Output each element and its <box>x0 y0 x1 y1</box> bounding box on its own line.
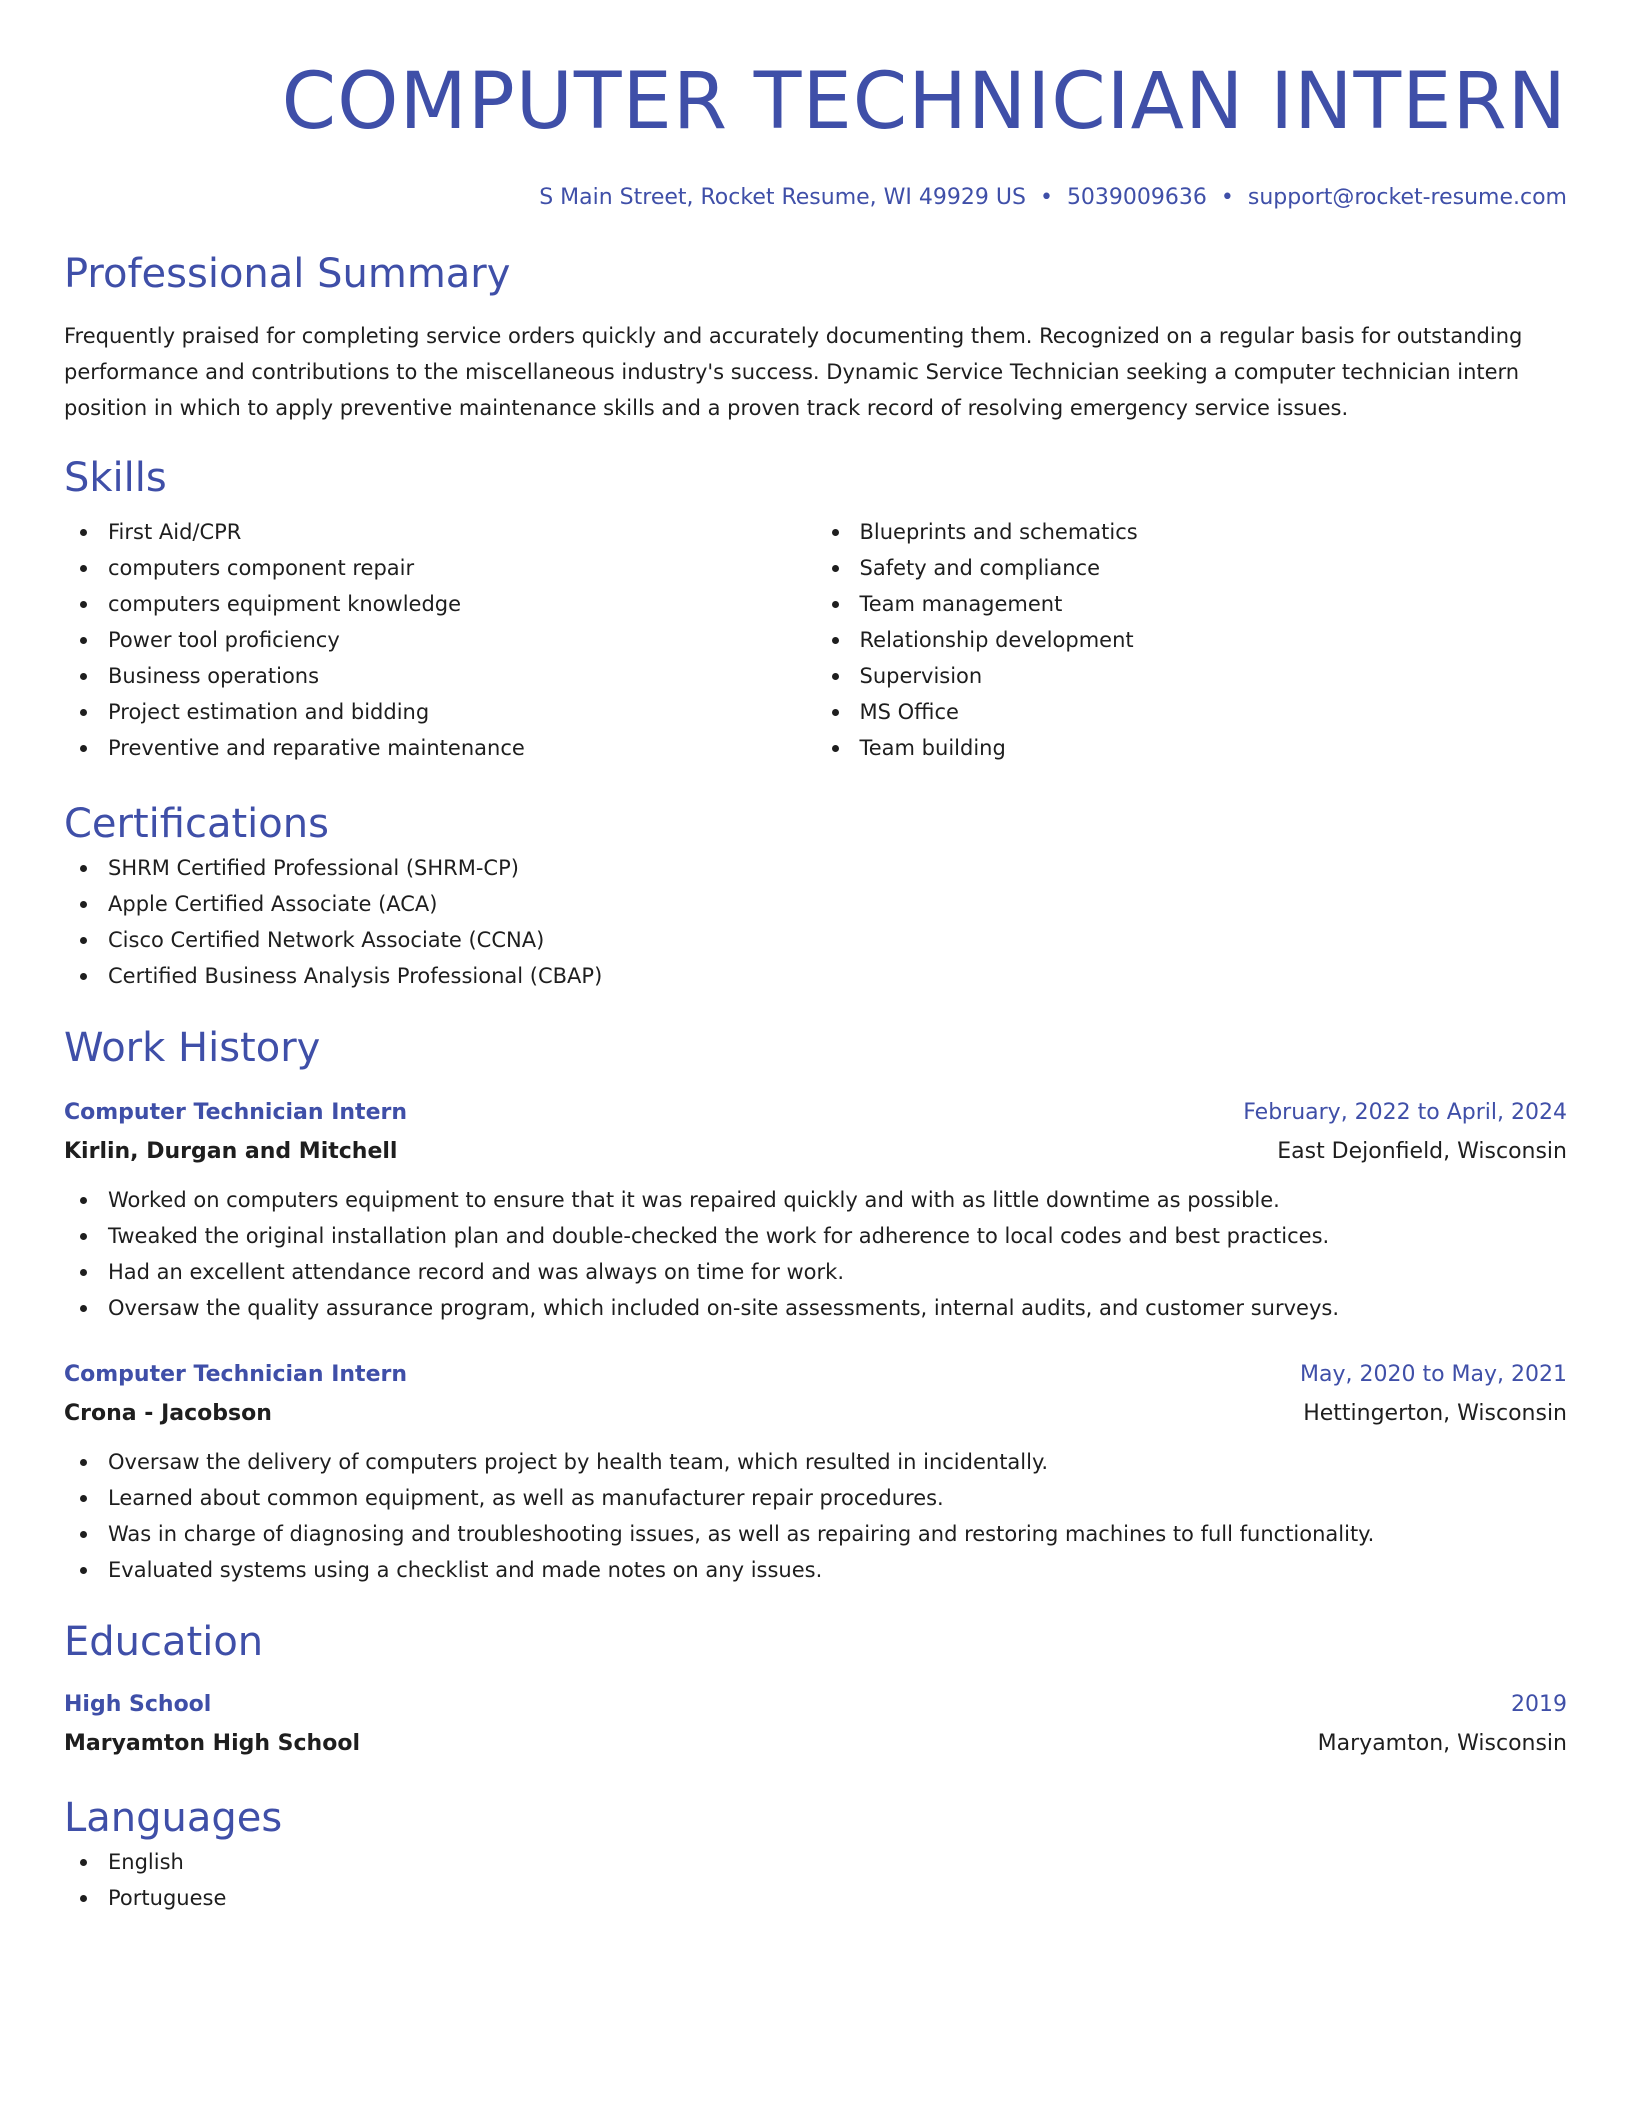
skill-item: MS Office <box>816 694 1568 730</box>
contact-line <box>64 182 1567 214</box>
skill-item: Team management <box>816 586 1568 622</box>
education-heading: Education <box>64 1619 264 1665</box>
school-name: Maryamton High School <box>64 1731 360 1756</box>
certification-item: Cisco Certified Network Associate (CCNA) <box>64 922 1567 958</box>
contact-separator: • <box>1039 185 1053 210</box>
work-history-heading: Work History <box>64 1025 321 1071</box>
job-bullet: Learned about common equipment, as well as manufacturer repair procedures. <box>64 1480 1567 1516</box>
language-item: English <box>64 1844 1567 1880</box>
summary-text: Frequently praised for completing service orders quickly and accurately documenting them. Recognized on a regular basis for outstanding performance and contributions to the miscellaneous industry's success. Dynamic Service Technician seeking a computer technician intern position in which to apply preventive maintenance skills and a proven track record of resolving emergency service issues. <box>64 324 1523 420</box>
job-bullet: Was in charge of diagnosing and troubleshooting issues, as well as repairing and restoring machines to full functionality. <box>64 1516 1567 1552</box>
job-title-row <box>64 1356 1567 1394</box>
languages-list <box>64 1844 1567 1916</box>
work-history-section <box>64 1022 1567 1588</box>
job-title: Computer Technician Intern <box>64 1100 407 1125</box>
job-dates: February, 2022 to April, 2024 <box>1243 1100 1567 1125</box>
certification-item: Apple Certified Associate (ACA) <box>64 886 1567 922</box>
education-entry <box>64 1686 1567 1764</box>
job-bullet: Worked on computers equipment to ensure that it was repaired quickly and with as little downtime as possible. <box>64 1182 1567 1218</box>
skill-item: Relationship development <box>816 622 1568 658</box>
job-title-row <box>64 1094 1567 1132</box>
job-bullets <box>64 1444 1567 1588</box>
certifications-section <box>64 798 1567 994</box>
skill-item: Project estimation and bidding <box>64 694 816 730</box>
certification-item: SHRM Certified Professional (SHRM-CP) <box>64 850 1567 886</box>
skill-item: Supervision <box>816 658 1568 694</box>
job-title: Computer Technician Intern <box>64 1362 407 1387</box>
job-bullet: Had an excellent attendance record and was always on time for work. <box>64 1254 1567 1290</box>
job-entry <box>64 1094 1567 1326</box>
skills-grid <box>64 514 1567 766</box>
contact-separator: • <box>1220 185 1234 210</box>
education-school-row <box>64 1724 1567 1764</box>
candidate-name: COMPUTER TECHNICIAN INTERN <box>281 57 1567 147</box>
certifications-list <box>64 850 1567 994</box>
skills-column-left <box>64 514 816 766</box>
job-bullet: Oversaw the quality assurance program, which included on-site assessments, internal audits, and customer surveys. <box>64 1290 1567 1326</box>
job-employer-row <box>64 1394 1567 1434</box>
job-bullet: Tweaked the original installation plan and double-checked the work for adherence to local codes and best practices. <box>64 1218 1567 1254</box>
job-employer-row <box>64 1132 1567 1172</box>
skill-item: computers component repair <box>64 550 816 586</box>
skill-item: Power tool proficiency <box>64 622 816 658</box>
phone: 5039009636 <box>1066 185 1207 210</box>
education-section <box>64 1616 1567 1764</box>
languages-section <box>64 1792 1567 1916</box>
job-bullet: Evaluated systems using a checklist and made notes on any issues. <box>64 1552 1567 1588</box>
skill-item: Preventive and reparative maintenance <box>64 730 816 766</box>
employer-name: Kirlin, Durgan and Mitchell <box>64 1139 398 1164</box>
skills-column-right <box>816 514 1568 766</box>
skill-item: Safety and compliance <box>816 550 1568 586</box>
email-link[interactable]: support@rocket-resume.com <box>1247 185 1567 210</box>
certifications-heading: Certifications <box>64 801 329 847</box>
skill-item: Blueprints and schematics <box>816 514 1568 550</box>
skill-item: First Aid/CPR <box>64 514 816 550</box>
certification-item: Certified Business Analysis Professional (CBAP) <box>64 958 1567 994</box>
employer-name: Crona - Jacobson <box>64 1401 272 1426</box>
skill-item: Business operations <box>64 658 816 694</box>
address: S Main Street, Rocket Resume, WI 49929 US <box>539 185 1026 210</box>
job-location: East Dejonfield, Wisconsin <box>1277 1139 1567 1164</box>
education-degree-row <box>64 1686 1567 1724</box>
degree: High School <box>64 1692 212 1717</box>
resume-header <box>64 52 1567 214</box>
job-bullets <box>64 1182 1567 1326</box>
language-item: Portuguese <box>64 1880 1567 1916</box>
school-location: Maryamton, Wisconsin <box>1317 1731 1567 1756</box>
skill-item: Team building <box>816 730 1568 766</box>
job-dates: May, 2020 to May, 2021 <box>1300 1362 1567 1387</box>
job-location: Hettingerton, Wisconsin <box>1303 1401 1567 1426</box>
job-entry <box>64 1356 1567 1588</box>
skills-section <box>64 452 1567 766</box>
languages-heading: Languages <box>64 1795 283 1841</box>
summary-heading: Professional Summary <box>64 251 511 297</box>
summary-section <box>64 248 1567 426</box>
graduation-year: 2019 <box>1511 1692 1567 1717</box>
skills-heading: Skills <box>64 455 167 501</box>
skill-item: computers equipment knowledge <box>64 586 816 622</box>
job-bullet: Oversaw the delivery of computers project by health team, which resulted in incidentally. <box>64 1444 1567 1480</box>
